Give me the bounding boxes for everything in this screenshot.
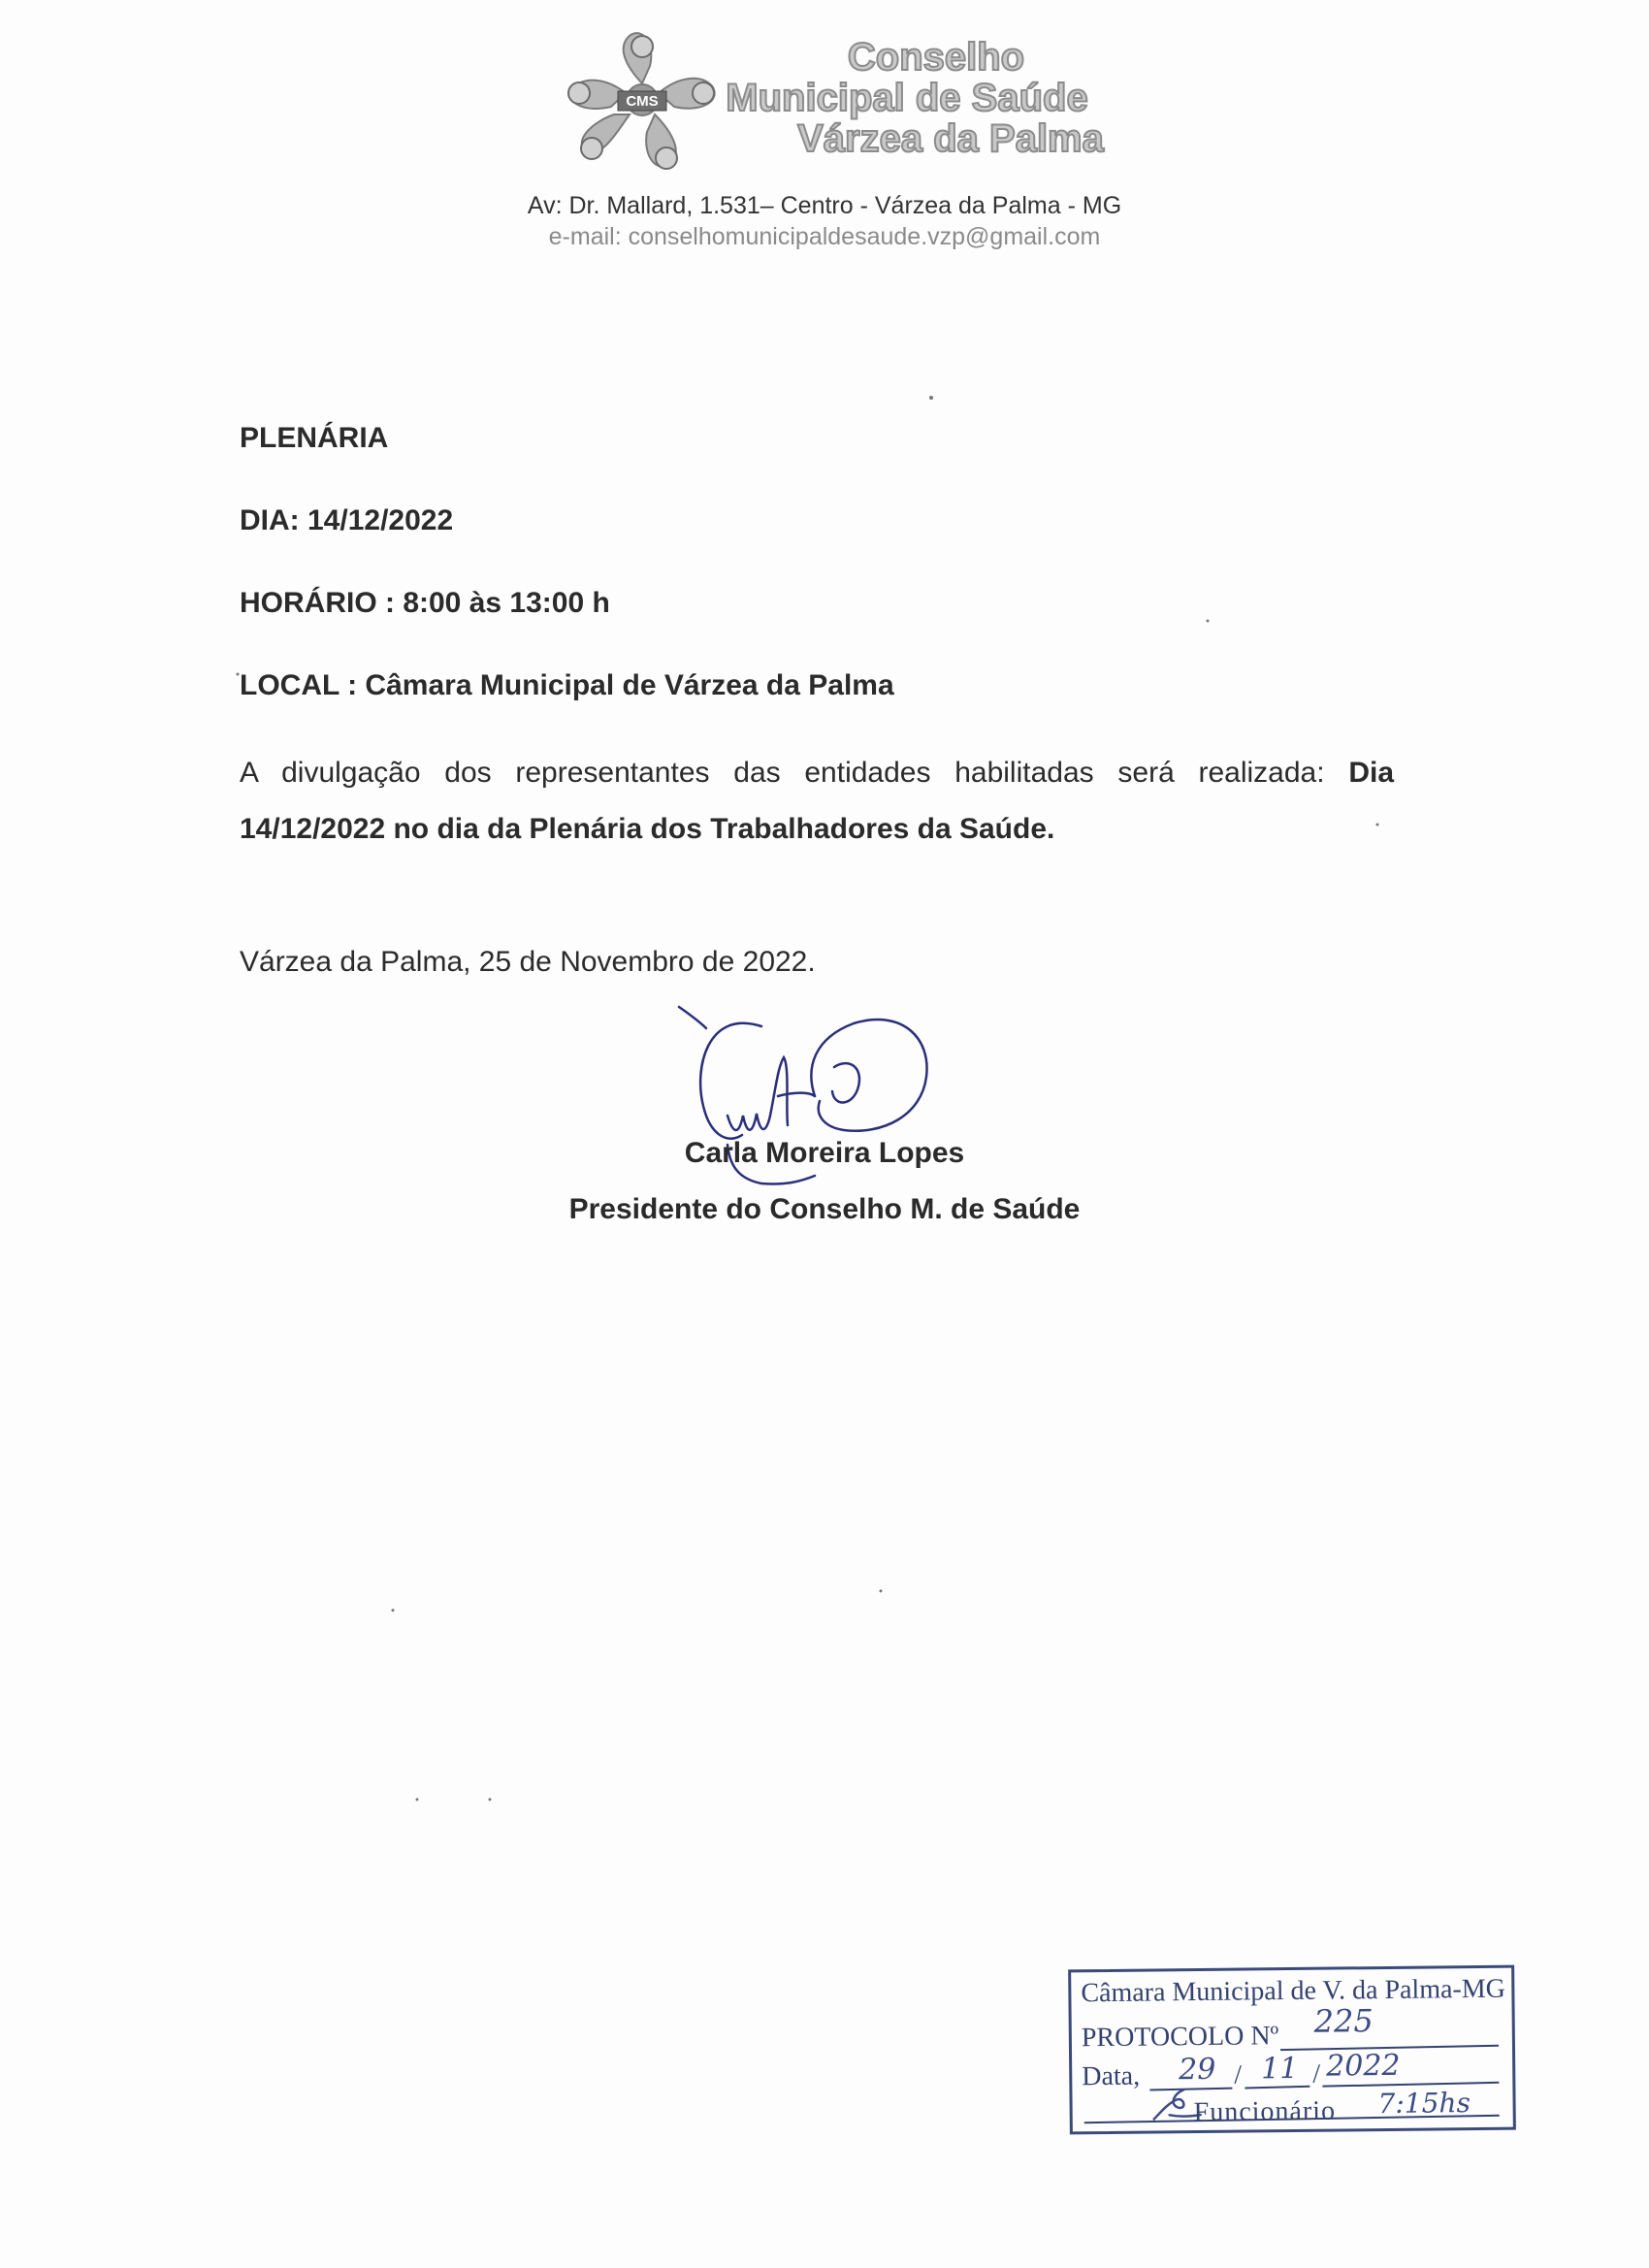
address-email: e-mail: conselhomunicipaldesaude.vzp@gmail.com xyxy=(548,223,1101,250)
logo-line-3: Várzea da Palma xyxy=(797,117,1104,160)
page-title: PLENÁRIA xyxy=(240,422,389,454)
event-date: DIA: 14/12/2022 xyxy=(240,504,454,536)
stamp-protocol-number: 225 xyxy=(1313,2002,1374,2040)
address-street: Av: Dr. Mallard, 1.531– Centro - Várzea da Palma - MG xyxy=(527,192,1122,219)
stamp-date-year: 2022 xyxy=(1325,2048,1401,2084)
stamp-date-day: 29 xyxy=(1179,2052,1216,2088)
emblem-label: CMS xyxy=(626,93,659,110)
stamp-date-sep-2: / xyxy=(1312,2058,1321,2090)
announcement-text: A divulgação dos representantes das entidades habilitadas será realizada: xyxy=(240,757,1349,789)
stamp-funcionario-label: Funcionário xyxy=(1193,2095,1337,2128)
stamp-date-label: Data, xyxy=(1082,2060,1141,2092)
logo-line-2: Municipal de Saúde xyxy=(726,77,1088,119)
stamp-title: Câmara Municipal de V. da Palma-MG xyxy=(1081,1973,1506,2009)
stamp-protocol-label: PROTOCOLO Nº xyxy=(1081,2021,1279,2054)
stamp-date-month: 11 xyxy=(1261,2051,1299,2087)
stamp-date-sep-1: / xyxy=(1234,2059,1243,2090)
logo-line-1: Conselho xyxy=(847,36,1025,79)
announcement-bold: Dia 14/12/2022 no dia da Plenária dos Trabalhadores da Saúde. xyxy=(240,757,1394,845)
event-time: HORÁRIO : 8:00 às 13:00 h xyxy=(240,587,610,619)
stamp-time: 7:15hs xyxy=(1377,2087,1471,2121)
signatory-name: Carla Moreira Lopes xyxy=(684,1137,965,1169)
event-location: LOCAL : Câmara Municipal de Várzea da Palma xyxy=(240,669,894,701)
place-and-date: Várzea da Palma, 25 de Novembro de 2022. xyxy=(240,946,816,978)
signatory-role: Presidente do Conselho M. de Saúde xyxy=(568,1193,1081,1225)
